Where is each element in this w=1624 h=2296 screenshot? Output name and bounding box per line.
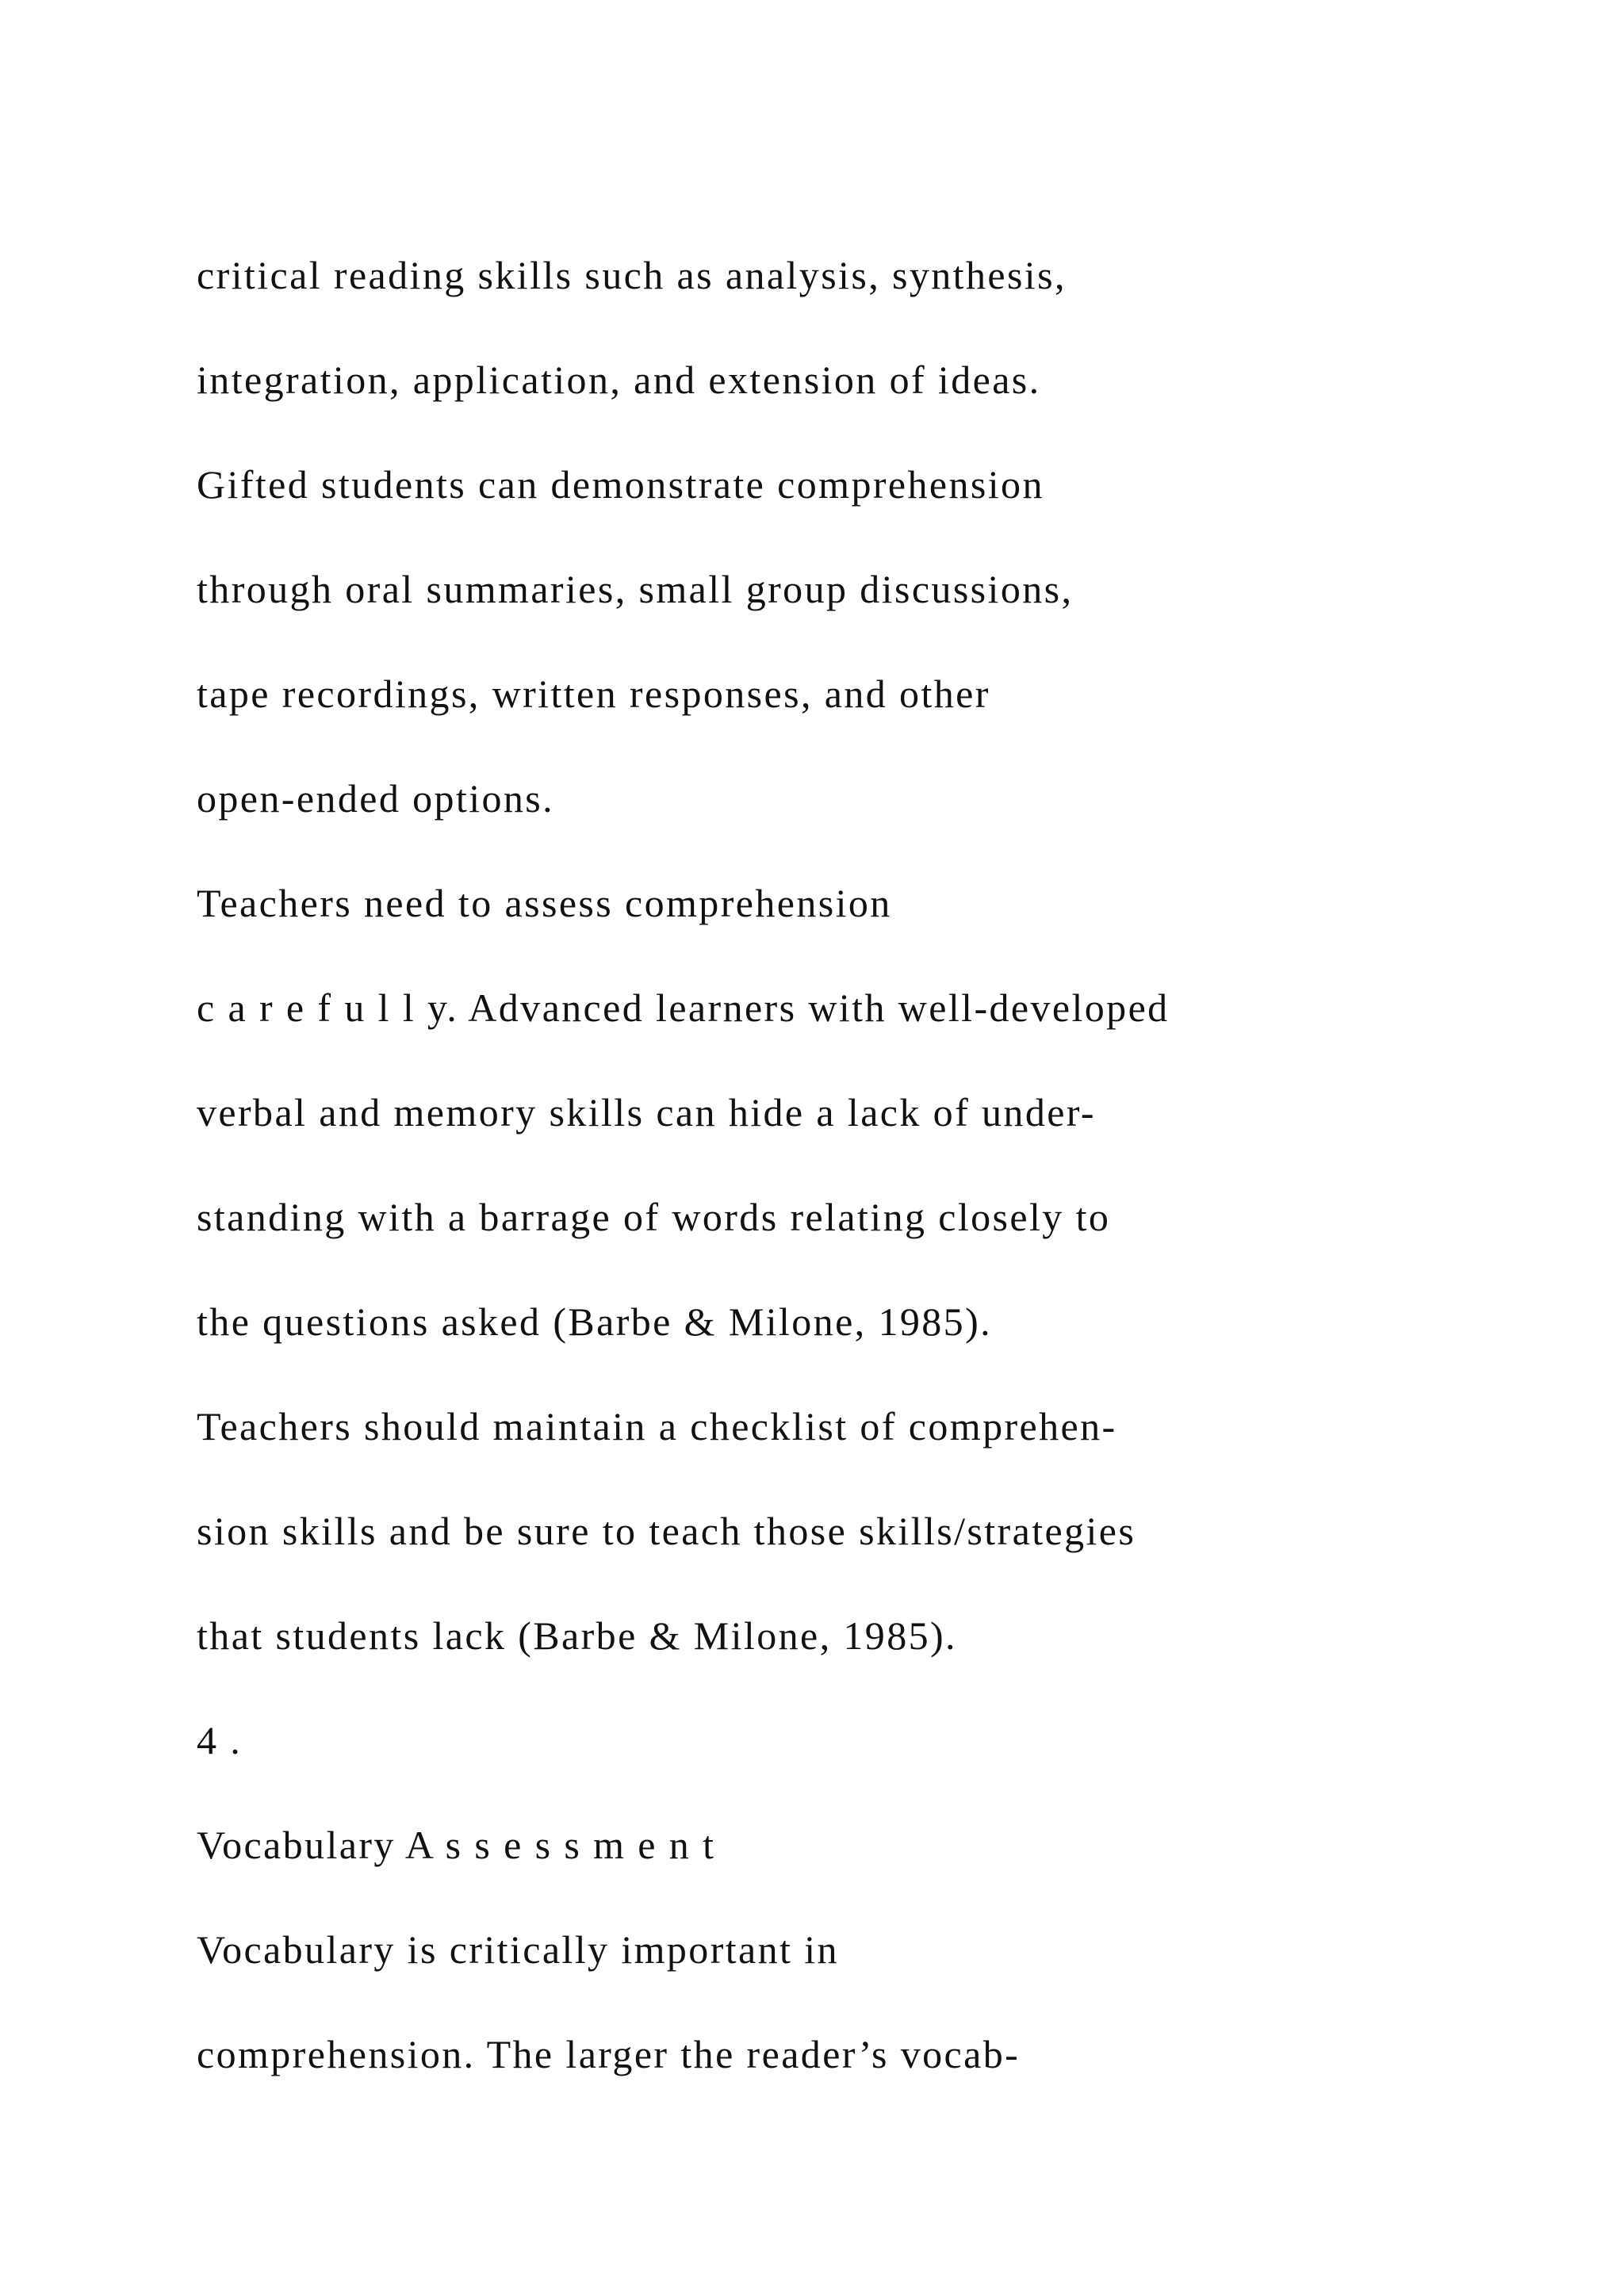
- text-line-12: Teachers should maintain a checklist of comprehen-: [197, 1404, 1117, 1448]
- text-line-5: tape recordings, written responses, and other: [197, 672, 990, 716]
- text-line-7: Teachers need to assess comprehension: [197, 881, 892, 925]
- section-number: 4 .: [197, 1718, 243, 1762]
- text-line-2: integration, application, and extension of ideas.: [197, 358, 1041, 402]
- text-line-1: critical reading skills such as analysis, synthesis,: [197, 253, 1067, 297]
- text-line-17: Vocabulary is critically important in: [197, 1927, 839, 1972]
- text-line-18: comprehension. The larger the reader’s vocab-: [197, 2032, 1021, 2076]
- text-line-14: that students lack (Barbe & Milone, 1985).: [197, 1613, 957, 1658]
- text-line-6: open-ended options.: [197, 776, 555, 821]
- text-line-9: verbal and memory skills can hide a lack of under-: [197, 1090, 1096, 1135]
- text-line-3: Gifted students can demonstrate comprehension: [197, 462, 1044, 507]
- text-line-4: through oral summaries, small group discussions,: [197, 567, 1074, 611]
- text-line-10: standing with a barrage of words relating closely to: [197, 1195, 1111, 1239]
- section-heading: Vocabulary A s s e s s m e n t: [197, 1823, 716, 1867]
- text-line-13: sion skills and be sure to teach those skills/strategies: [197, 1509, 1136, 1553]
- text-line-8: c a r e f u l l y. Advanced learners with well-developed: [197, 985, 1170, 1030]
- text-line-11: the questions asked (Barbe & Milone, 1985).: [197, 1299, 993, 1344]
